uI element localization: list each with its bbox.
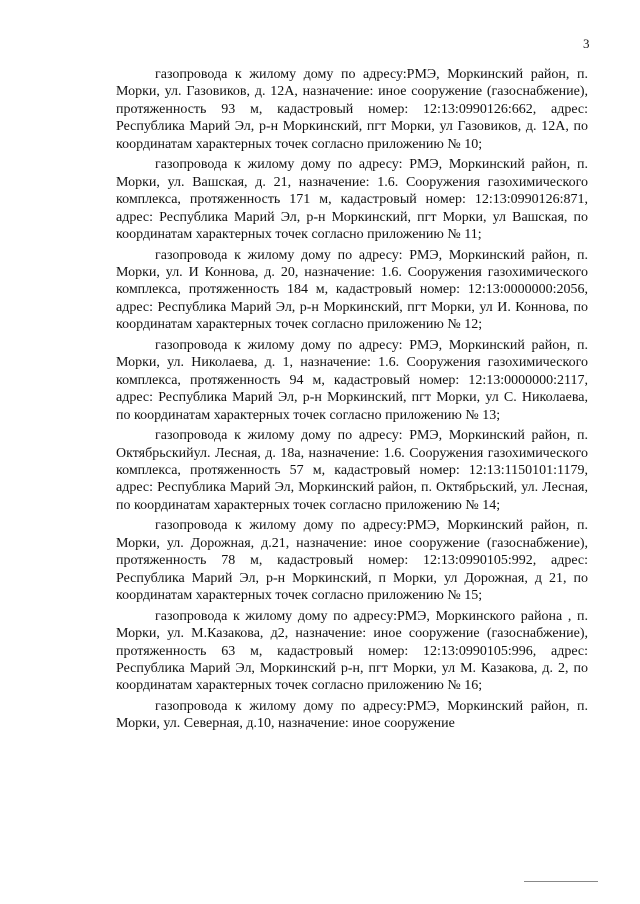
paragraph-appendix-12: газопровода к жилому дому по адресу: РМЭ, Моркинский район, п. Морки, ул. И Коннова, д. 20, назначение: 1.6. Сооружения газохимического комплекса, протяженность 184 м, кадастровый номер: 12:13:0000000:2056, адрес: Республика Марий Эл, р-н Моркинский, пгт Морки, ул И. Коннова, по координатам характерных точек согласно приложению № 12; — [116, 247, 588, 333]
paragraph-appendix-11: газопровода к жилому дому по адресу: РМЭ, Моркинский район, п. Морки, ул. Вашская, д. 21, назначение: 1.6. Сооружения газохимического комплекса, протяженность 171 м, кадастровый номер: 12:13:0990126:871, адрес: Республика Марий Эл, р-н Моркинский, пгт Морки, ул Вашская, по координатам характерных точек согласно приложению № 11; — [116, 157, 588, 243]
paragraph-appendix-10: газопровода к жилому дому по адресу:РМЭ, Моркинский район, п. Морки, ул. Газовиков, д. 12А, назначение: иное сооружение (газоснабжение), протяженность 93 м, кадастровый номер: 12:13:0990126:662, адрес: Республика Марий Эл, р-н Моркинский, пгт Морки, ул Газовиков, д. 12А, по координатам характерных точек согласно приложению № 10; — [116, 67, 588, 152]
document-body — [116, 66, 588, 736]
page-edge-line — [524, 881, 598, 882]
paragraph-appendix-16: газопровода к жилому дому по адресу:РМЭ, Моркинского района , п. Морки, ул. М.Казакова, д2, назначение: иное сооружение (газоснабжение), протяженность 63 м, кадастровый номер: 12:13:0990105:996, адрес: Республика Марий Эл, Моркинский р-н, пгт Морки, ул М. Казакова, д. 2, по координатам характерных точек согласно приложению № 16; — [116, 608, 588, 694]
page-number: 3 — [583, 36, 590, 51]
paragraph-appendix-15: газопровода к жилому дому по адресу:РМЭ, Моркинский район, п. Морки, ул. Дорожная, д.21, назначение: иное сооружение (газоснабжение), протяженность 78 м, кадастровый номер: 12:13:0990105:992, адрес: Республика Марий Эл, р-н Моркинский, п Морки, ул Дорожная, д 21, по координатам характерных точек согласно приложению № 15; — [116, 518, 588, 604]
paragraph-appendix-14: газопровода к жилому дому по адресу: РМЭ, Моркинский район, п. Октябрьскийул. Лесная, д. 18а, назначение: 1.6. Сооружения газохимического комплекса, протяженность 57 м, кадастровый номер: 12:13:1150101:1179, адрес: Республика Марий Эл, Моркинский район, п. Октябрьский, ул. Лесная, по координатам характерных точек согласно приложению № 14; — [116, 428, 588, 513]
paragraph-continued: газопровода к жилому дому по адресу:РМЭ, Моркинский район, п. Морки, ул. Северная, д.10, назначение: иное сооружение — [116, 698, 588, 732]
paragraph-appendix-13: газопровода к жилому дому по адресу: РМЭ, Моркинский район, п. Морки, ул. Николаева, д. 1, назначение: 1.6. Сооружения газохимического комплекса, протяженность 94 м, кадастровый номер: 12:13:0000000:2117, адрес: Республика Марий Эл, р-н Моркинский, пгт Морки, ул С. Николаева, по координатам характерных точек согласно приложению № 13; — [116, 337, 588, 423]
